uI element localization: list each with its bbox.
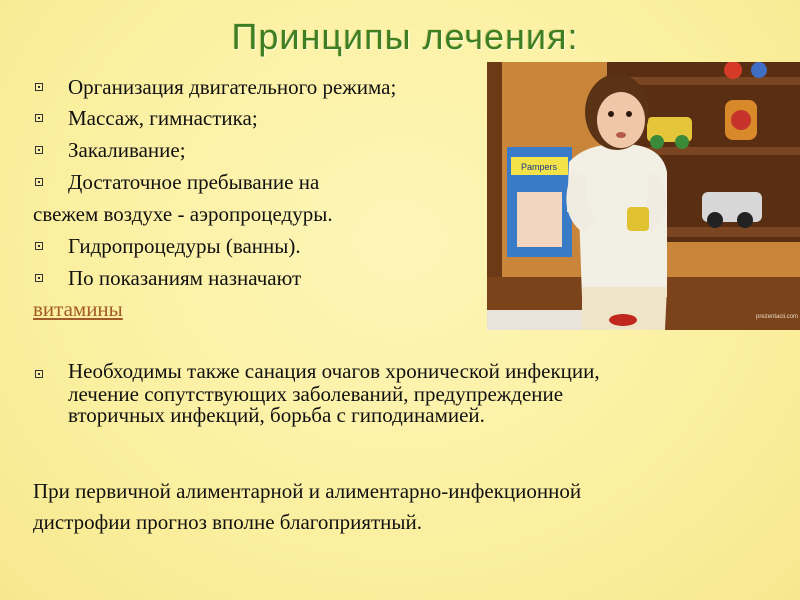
photo-watermark: prezentacii.com: [755, 314, 799, 320]
pampers-box-label: Pampers: [520, 162, 558, 172]
slide-title: Принципы лечения:: [231, 16, 579, 57]
prognosis-line: При первичной алиментарной и алиментарно-инфекционной: [33, 479, 582, 503]
bullet-continuation: свежем воздухе - аэропроцедуры.: [33, 202, 333, 226]
paragraph-line: лечение сопутствующих заболеваний, предупреждение: [68, 382, 564, 406]
bullet-item: Организация двигательного режима;: [68, 75, 397, 99]
bullet-square-icon: [35, 242, 43, 250]
bullet-item: По показаниям назначают: [68, 266, 302, 290]
child-photo: [487, 62, 800, 330]
bullet-square-icon: [35, 274, 43, 282]
bullet-item: Достаточное пребывание на: [68, 170, 320, 194]
prognosis-line: дистрофии прогноз вполне благоприятный.: [33, 510, 423, 534]
bullet-square-icon: [35, 178, 43, 186]
paragraph-line: Необходимы также санация очагов хронической инфекции,: [68, 359, 600, 383]
paragraph-line: вторичных инфекций, борьба с гиподинамией.: [68, 403, 485, 427]
bullet-square-icon: [35, 83, 43, 91]
bullet-square-icon: [35, 370, 43, 378]
bullet-item: Закаливание;: [68, 138, 186, 162]
bullet-square-icon: [35, 146, 43, 154]
bullet-square-icon: [35, 114, 43, 122]
photo-illustration: [487, 62, 800, 330]
vitamins-link[interactable]: витамины: [33, 297, 123, 321]
bullet-item: Гидропроцедуры (ванны).: [68, 234, 301, 258]
bullet-item: Массаж, гимнастика;: [68, 106, 258, 130]
